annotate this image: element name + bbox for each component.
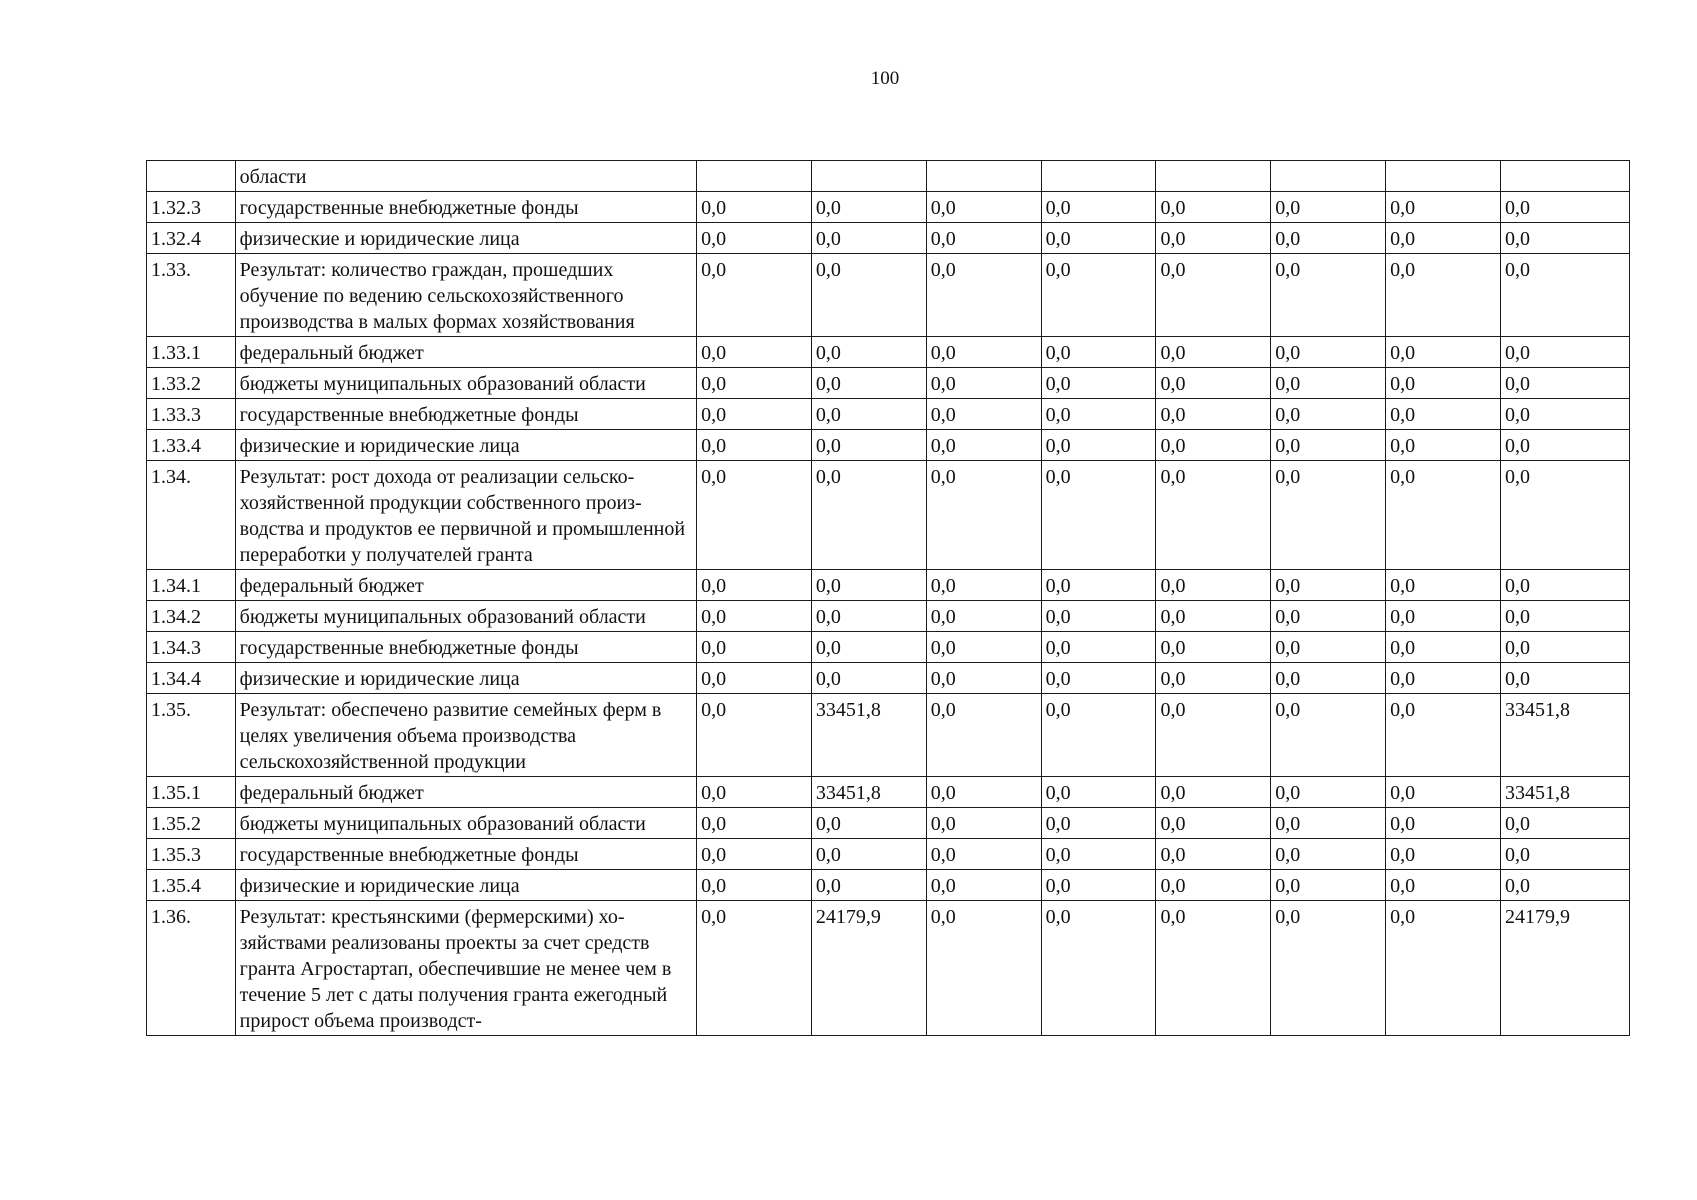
row-code: 1.34.3 (147, 632, 236, 663)
row-name: федеральный бюджет (235, 337, 696, 368)
value-cell: 0,0 (1041, 694, 1156, 777)
value-cell: 0,0 (1386, 777, 1501, 808)
value-cell: 0,0 (811, 808, 926, 839)
value-cell: 0,0 (811, 192, 926, 223)
value-cell: 0,0 (697, 632, 812, 663)
value-cell: 0,0 (1041, 663, 1156, 694)
row-code: 1.34. (147, 461, 236, 570)
value-cell: 0,0 (926, 254, 1041, 337)
value-cell: 0,0 (1041, 601, 1156, 632)
total-cell: 33451,8 (1500, 777, 1629, 808)
table-body (147, 161, 1630, 1036)
value-cell: 0,0 (1271, 430, 1386, 461)
row-code: 1.35.2 (147, 808, 236, 839)
value-cell: 0,0 (1156, 663, 1271, 694)
value-cell: 0,0 (1386, 223, 1501, 254)
value-cell: 0,0 (1386, 663, 1501, 694)
value-cell: 0,0 (1156, 570, 1271, 601)
value-cell: 0,0 (1156, 192, 1271, 223)
row-name: физические и юридические лица (235, 223, 696, 254)
row-code: 1.34.4 (147, 663, 236, 694)
value-cell: 0,0 (1156, 839, 1271, 870)
value-cell: 0,0 (1386, 632, 1501, 663)
value-cell: 0,0 (926, 694, 1041, 777)
table-row (147, 839, 1630, 870)
value-cell (1156, 161, 1271, 192)
page-number: 100 (870, 68, 900, 89)
value-cell: 0,0 (926, 337, 1041, 368)
value-cell: 0,0 (1041, 777, 1156, 808)
total-cell: 0,0 (1500, 632, 1629, 663)
value-cell: 0,0 (1041, 632, 1156, 663)
value-cell: 0,0 (926, 223, 1041, 254)
table-row (147, 161, 1630, 192)
value-cell: 0,0 (1271, 777, 1386, 808)
row-name: бюджеты муниципальных образований области (235, 601, 696, 632)
row-name: бюджеты муниципальных образований области (235, 368, 696, 399)
value-cell: 0,0 (697, 337, 812, 368)
value-cell: 0,0 (1156, 368, 1271, 399)
table-row (147, 901, 1630, 1036)
value-cell: 0,0 (697, 399, 812, 430)
value-cell: 0,0 (1271, 192, 1386, 223)
value-cell: 0,0 (1156, 901, 1271, 1036)
value-cell: 0,0 (1271, 368, 1386, 399)
total-cell: 0,0 (1500, 808, 1629, 839)
value-cell: 0,0 (1156, 694, 1271, 777)
value-cell: 0,0 (697, 839, 812, 870)
value-cell: 0,0 (1386, 839, 1501, 870)
value-cell: 0,0 (1271, 632, 1386, 663)
value-cell: 0,0 (1041, 337, 1156, 368)
total-cell: 24179,9 (1500, 901, 1629, 1036)
row-name: федеральный бюджет (235, 570, 696, 601)
value-cell: 0,0 (1041, 461, 1156, 570)
row-name: области (235, 161, 696, 192)
row-code: 1.35.1 (147, 777, 236, 808)
value-cell: 0,0 (811, 663, 926, 694)
value-cell (1271, 161, 1386, 192)
total-cell: 0,0 (1500, 601, 1629, 632)
value-cell: 0,0 (1386, 694, 1501, 777)
row-code: 1.32.3 (147, 192, 236, 223)
value-cell: 0,0 (1041, 430, 1156, 461)
row-code: 1.35.3 (147, 839, 236, 870)
value-cell: 0,0 (1041, 808, 1156, 839)
value-cell: 0,0 (1041, 254, 1156, 337)
row-code: 1.33.2 (147, 368, 236, 399)
table-row (147, 461, 1630, 570)
row-code: 1.35. (147, 694, 236, 777)
total-cell: 0,0 (1500, 570, 1629, 601)
total-cell (1500, 161, 1629, 192)
row-code: 1.33.3 (147, 399, 236, 430)
value-cell: 0,0 (1271, 223, 1386, 254)
value-cell: 0,0 (1386, 368, 1501, 399)
table-row (147, 430, 1630, 461)
total-cell: 0,0 (1500, 663, 1629, 694)
value-cell: 0,0 (811, 430, 926, 461)
value-cell: 0,0 (1271, 254, 1386, 337)
row-code: 1.33.4 (147, 430, 236, 461)
total-cell: 0,0 (1500, 254, 1629, 337)
row-name: физические и юридические лица (235, 870, 696, 901)
value-cell: 0,0 (697, 870, 812, 901)
value-cell: 0,0 (926, 430, 1041, 461)
value-cell: 0,0 (1386, 570, 1501, 601)
value-cell: 0,0 (811, 254, 926, 337)
value-cell (1041, 161, 1156, 192)
value-cell: 0,0 (926, 601, 1041, 632)
value-cell: 0,0 (926, 808, 1041, 839)
value-cell: 0,0 (1156, 808, 1271, 839)
row-name: Результат: рост дохода от реализации сельскохозяйственной продукции собственного производства и продуктов ее первичной и промышленной переработки у получателей гранта (235, 461, 696, 570)
table-row (147, 777, 1630, 808)
value-cell: 0,0 (1041, 399, 1156, 430)
table-row (147, 254, 1630, 337)
value-cell: 0,0 (697, 430, 812, 461)
value-cell: 0,0 (1386, 870, 1501, 901)
value-cell: 0,0 (697, 192, 812, 223)
value-cell: 0,0 (1271, 870, 1386, 901)
value-cell: 0,0 (697, 901, 812, 1036)
row-code: 1.36. (147, 901, 236, 1036)
total-cell: 0,0 (1500, 430, 1629, 461)
value-cell: 0,0 (1386, 901, 1501, 1036)
value-cell: 0,0 (1271, 663, 1386, 694)
value-cell: 0,0 (1156, 601, 1271, 632)
value-cell: 0,0 (811, 461, 926, 570)
row-name: физические и юридические лица (235, 663, 696, 694)
row-name: государственные внебюджетные фонды (235, 839, 696, 870)
value-cell: 0,0 (1386, 192, 1501, 223)
value-cell: 0,0 (811, 223, 926, 254)
row-code: 1.33.1 (147, 337, 236, 368)
row-code: 1.34.1 (147, 570, 236, 601)
total-cell: 0,0 (1500, 337, 1629, 368)
budget-table (146, 160, 1630, 1036)
table-row (147, 337, 1630, 368)
value-cell: 0,0 (811, 601, 926, 632)
value-cell: 0,0 (926, 870, 1041, 901)
value-cell: 0,0 (1156, 461, 1271, 570)
value-cell: 0,0 (1156, 399, 1271, 430)
row-code (147, 161, 236, 192)
value-cell: 0,0 (1156, 777, 1271, 808)
row-name: бюджеты муниципальных образований области (235, 808, 696, 839)
row-name: государственные внебюджетные фонды (235, 632, 696, 663)
value-cell: 0,0 (697, 601, 812, 632)
row-name: государственные внебюджетные фонды (235, 399, 696, 430)
table-row (147, 368, 1630, 399)
value-cell: 0,0 (1386, 254, 1501, 337)
value-cell: 0,0 (926, 368, 1041, 399)
value-cell: 0,0 (926, 570, 1041, 601)
value-cell: 0,0 (1271, 808, 1386, 839)
value-cell: 0,0 (811, 570, 926, 601)
row-name: Результат: обеспечено развитие семейных ферм в целях увеличения объема производства сельскохозяйственной продукции (235, 694, 696, 777)
value-cell: 0,0 (1041, 223, 1156, 254)
value-cell: 0,0 (1386, 808, 1501, 839)
value-cell: 0,0 (1271, 337, 1386, 368)
value-cell: 0,0 (1041, 870, 1156, 901)
value-cell: 0,0 (1271, 839, 1386, 870)
value-cell (1386, 161, 1501, 192)
total-cell: 0,0 (1500, 399, 1629, 430)
value-cell: 0,0 (1041, 570, 1156, 601)
value-cell: 0,0 (811, 870, 926, 901)
value-cell: 0,0 (1041, 901, 1156, 1036)
value-cell (811, 161, 926, 192)
table-row (147, 570, 1630, 601)
value-cell: 0,0 (926, 901, 1041, 1036)
total-cell: 0,0 (1500, 461, 1629, 570)
value-cell: 0,0 (926, 839, 1041, 870)
value-cell: 0,0 (1156, 430, 1271, 461)
value-cell: 0,0 (811, 368, 926, 399)
value-cell: 0,0 (1386, 430, 1501, 461)
value-cell: 0,0 (1386, 461, 1501, 570)
value-cell: 0,0 (811, 337, 926, 368)
value-cell: 0,0 (1271, 399, 1386, 430)
value-cell: 0,0 (1271, 570, 1386, 601)
table-row (147, 632, 1630, 663)
total-cell: 0,0 (1500, 192, 1629, 223)
value-cell: 0,0 (1041, 192, 1156, 223)
value-cell: 0,0 (926, 777, 1041, 808)
value-cell: 0,0 (1156, 223, 1271, 254)
value-cell: 0,0 (697, 694, 812, 777)
value-cell: 0,0 (697, 808, 812, 839)
table-row (147, 808, 1630, 839)
row-code: 1.33. (147, 254, 236, 337)
row-name: Результат: количество граждан, прошедших обучение по ведению сельскохозяйственного производства в малых формах хозяйствования (235, 254, 696, 337)
value-cell: 0,0 (811, 399, 926, 430)
value-cell (697, 161, 812, 192)
value-cell: 0,0 (1041, 368, 1156, 399)
value-cell: 0,0 (1041, 839, 1156, 870)
value-cell: 0,0 (697, 368, 812, 399)
value-cell: 0,0 (697, 461, 812, 570)
value-cell: 0,0 (1156, 870, 1271, 901)
value-cell: 0,0 (811, 839, 926, 870)
total-cell: 0,0 (1500, 839, 1629, 870)
value-cell: 0,0 (1386, 399, 1501, 430)
table-row (147, 601, 1630, 632)
table-row (147, 223, 1630, 254)
row-code: 1.34.2 (147, 601, 236, 632)
value-cell: 0,0 (697, 223, 812, 254)
value-cell: 0,0 (926, 192, 1041, 223)
row-code: 1.32.4 (147, 223, 236, 254)
value-cell: 0,0 (1156, 632, 1271, 663)
value-cell (926, 161, 1041, 192)
total-cell: 0,0 (1500, 368, 1629, 399)
value-cell: 0,0 (1271, 694, 1386, 777)
value-cell: 0,0 (926, 399, 1041, 430)
value-cell: 0,0 (1271, 901, 1386, 1036)
value-cell: 0,0 (1271, 461, 1386, 570)
total-cell: 33451,8 (1500, 694, 1629, 777)
value-cell: 0,0 (1271, 601, 1386, 632)
row-name: физические и юридические лица (235, 430, 696, 461)
value-cell: 0,0 (1386, 601, 1501, 632)
row-code: 1.35.4 (147, 870, 236, 901)
value-cell: 24179,9 (811, 901, 926, 1036)
table-row (147, 694, 1630, 777)
value-cell: 0,0 (697, 570, 812, 601)
value-cell: 0,0 (926, 461, 1041, 570)
row-name: федеральный бюджет (235, 777, 696, 808)
table-row (147, 870, 1630, 901)
value-cell: 33451,8 (811, 694, 926, 777)
table-row (147, 399, 1630, 430)
total-cell: 0,0 (1500, 870, 1629, 901)
row-name: государственные внебюджетные фонды (235, 192, 696, 223)
total-cell: 0,0 (1500, 223, 1629, 254)
value-cell: 0,0 (1156, 254, 1271, 337)
row-name: Результат: крестьянскими (фермерскими) хозяйствами реализованы проекты за счет средств гранта Агростартап, обеспечившие не менее чем в течение 5 лет с даты получения гранта ежегодный прирост объема производст- (235, 901, 696, 1036)
value-cell: 0,0 (1386, 337, 1501, 368)
value-cell: 0,0 (697, 663, 812, 694)
table-row (147, 192, 1630, 223)
value-cell: 0,0 (926, 663, 1041, 694)
value-cell: 0,0 (811, 632, 926, 663)
value-cell: 0,0 (697, 777, 812, 808)
value-cell: 0,0 (697, 254, 812, 337)
value-cell: 0,0 (1156, 337, 1271, 368)
table-row (147, 663, 1630, 694)
value-cell: 0,0 (926, 632, 1041, 663)
value-cell: 33451,8 (811, 777, 926, 808)
